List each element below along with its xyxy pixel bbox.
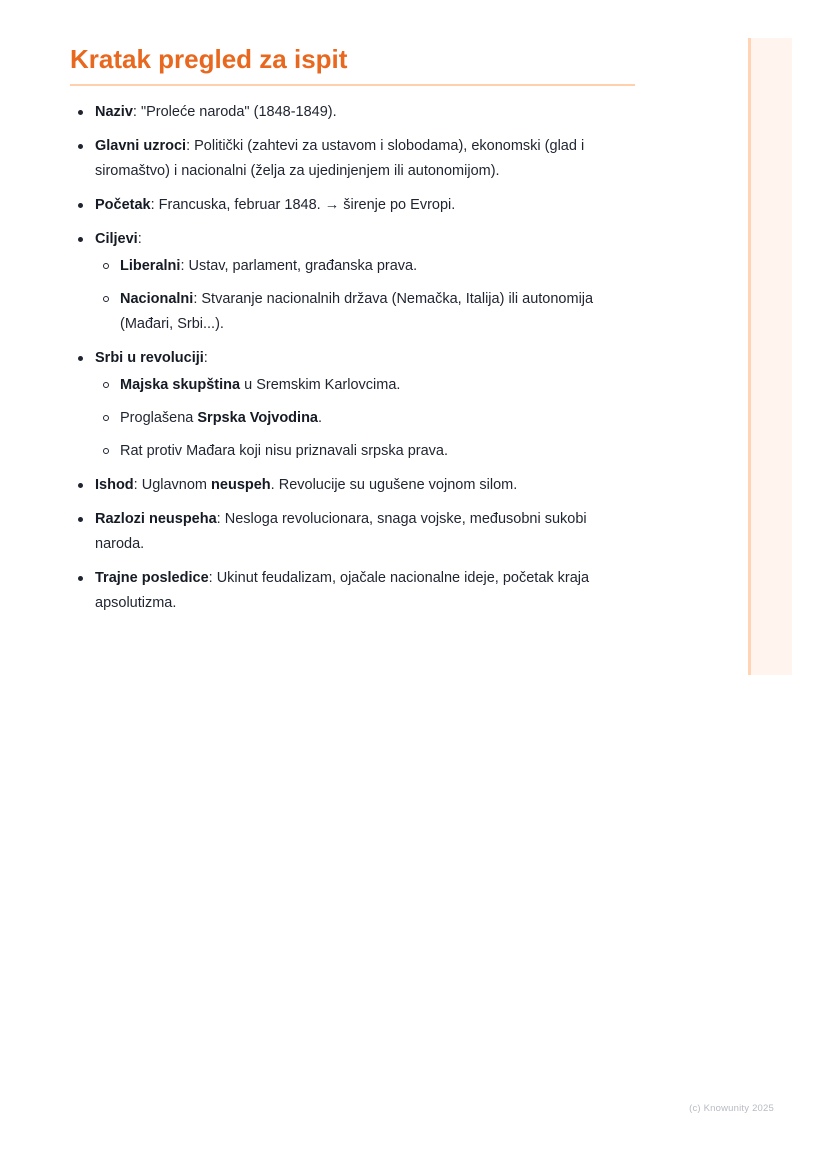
item-label: Srbi u revoluciji xyxy=(95,350,204,366)
list-item-ciljevi xyxy=(70,227,635,337)
list-item-razlozi-neuspeha xyxy=(70,507,635,557)
item-label: Glavni uzroci xyxy=(95,138,187,154)
item-emphasis: neuspeh xyxy=(211,477,271,493)
item-text: : Ukinut feudalizam, ojačale nacionalne ideje, početak kraja apsolutizma. xyxy=(95,570,590,611)
sublist-item-majska-skupstina xyxy=(95,373,635,398)
item-text: : Politički (zahtevi za ustavom i slobodama), ekonomski (glad i siromaštvo) i nacionalni (želja za ujedinjenjem ili autonomijom). xyxy=(95,138,585,179)
item-label: Majska skupština xyxy=(120,377,241,393)
item-label: Početak xyxy=(95,197,151,213)
list-item-pocetak xyxy=(70,193,635,218)
copyright-footer: (c) Knowunity 2025 xyxy=(689,1103,774,1114)
item-text: u Sremskim Karlovcima. xyxy=(240,377,401,393)
list-item-glavni-uzroci xyxy=(70,134,635,184)
sublist-item-nacionalni xyxy=(95,287,635,337)
summary-section xyxy=(70,40,635,625)
item-text: Rat protiv Mađara koji nisu priznavali srpska prava. xyxy=(120,443,448,459)
sublist-srbi xyxy=(95,373,635,464)
item-label: Razlozi neuspeha xyxy=(95,511,217,527)
list-item-trajne-posledice xyxy=(70,566,635,616)
item-text: : Nesloga revolucionara, snaga vojske, međusobni sukobi naroda. xyxy=(95,511,587,552)
item-text: : Ustav, parlament, građanska prava. xyxy=(180,258,418,274)
item-text: : Uglavnom xyxy=(133,477,212,493)
item-text: : "Proleće naroda" (1848-1849). xyxy=(132,104,337,120)
sublist-ciljevi xyxy=(95,254,635,337)
side-accent-panel xyxy=(748,38,792,675)
sublist-item-rat xyxy=(95,439,635,464)
list-item-ishod xyxy=(70,473,635,498)
item-label: Srpska Vojvodina xyxy=(197,410,318,426)
sublist-item-liberalni xyxy=(95,254,635,279)
item-prefix: Proglašena xyxy=(120,410,198,426)
item-text-2: . Revolucije su ugušene vojnom silom. xyxy=(270,477,518,493)
summary-list xyxy=(70,100,635,616)
item-text: : xyxy=(137,231,142,247)
item-text: : Francuska, februar 1848. → širenje po Evropi. xyxy=(150,197,456,213)
item-label: Trajne posledice xyxy=(95,570,209,586)
item-label: Nacionalni xyxy=(120,291,194,307)
item-text: : xyxy=(203,350,208,366)
page-title: Kratak pregled za ispit xyxy=(70,40,635,86)
list-item-srbi-u-revoluciji xyxy=(70,346,635,464)
item-label: Liberalni xyxy=(120,258,181,274)
item-label: Naziv xyxy=(95,104,133,120)
list-item-naziv xyxy=(70,100,635,125)
sublist-item-srpska-vojvodina xyxy=(95,406,635,431)
item-label: Ishod xyxy=(95,477,134,493)
item-text: : Stvaranje nacionalnih država (Nemačka, Italija) ili autonomija (Mađari, Srbi...). xyxy=(120,291,594,332)
item-label: Ciljevi xyxy=(95,231,138,247)
item-text: . xyxy=(318,410,323,426)
